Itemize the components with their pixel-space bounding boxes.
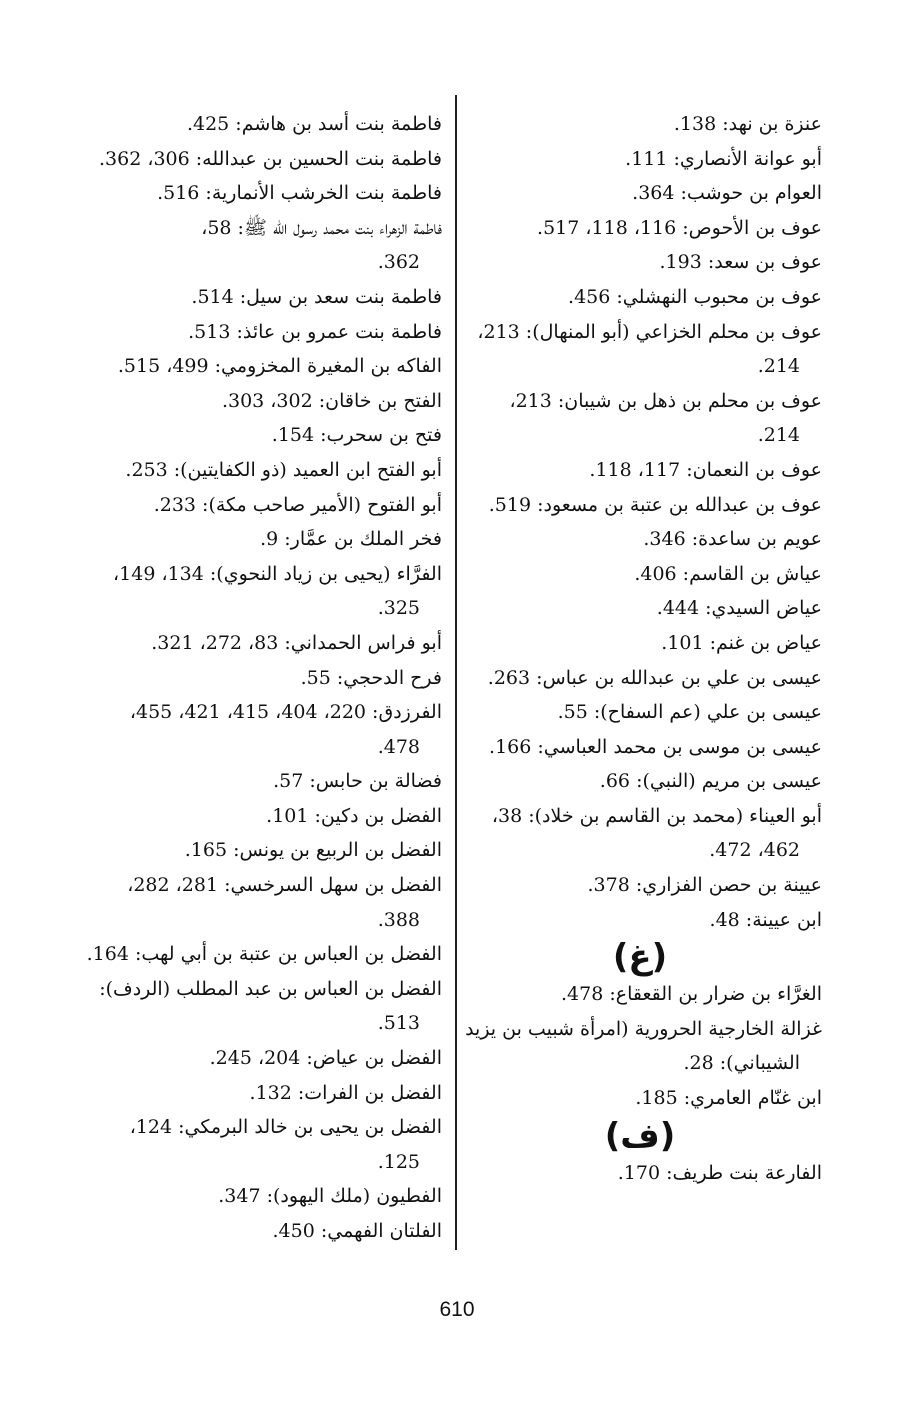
entry-line: الفضل بن يحيى بن خالد البرمكي: 124،	[129, 1116, 442, 1139]
index-entry	[458, 695, 822, 730]
entry-continuation-line: 362.	[377, 251, 420, 274]
index-entry	[458, 1012, 822, 1081]
entry-line: ابن غنّام العامري: 185.	[635, 1087, 822, 1110]
entry-continuation-line: 462، 472.	[709, 839, 800, 862]
index-entry	[70, 1179, 442, 1214]
index-entry	[458, 384, 822, 453]
entry-line: الفتح بن خاقان: 302، 303.	[221, 389, 442, 412]
column-divider	[455, 95, 457, 1250]
index-entry	[458, 557, 822, 592]
index-entry	[70, 176, 442, 211]
entry-continuation-line: 214.	[757, 355, 800, 378]
entry-line: عوف بن محلم بن ذهل بن شيبان: 213،	[509, 389, 822, 412]
index-entry	[70, 557, 442, 626]
index-entry	[458, 453, 822, 488]
index-entry	[70, 972, 442, 1041]
index-entry	[70, 349, 442, 384]
entry-line: عياش بن القاسم: 406.	[634, 562, 822, 585]
index-entry	[70, 211, 442, 280]
entry-line: الفضل بن دكين: 101.	[266, 804, 442, 827]
index-entry	[458, 1081, 822, 1116]
entry-line: عوف بن سعد: 193.	[659, 251, 822, 274]
index-entry	[458, 280, 822, 315]
entry-line: فخر الملك بن عمَّار: 9.	[260, 528, 442, 551]
entry-line: الفطيون (ملك اليهود): 347.	[218, 1185, 442, 1208]
entry-continuation-line: الشيباني): 28.	[683, 1052, 800, 1075]
entry-line: فاطمة بنت الخرشب الأنمارية: 516.	[157, 182, 442, 205]
index-entry	[70, 937, 442, 972]
entry-line: الفضل بن سهل السرخسي: 281، 282،	[127, 874, 442, 897]
index-entry	[458, 868, 822, 903]
entry-line: الفارعة بنت طريف: 170.	[617, 1161, 822, 1184]
entry-line: الفضل بن الفرات: 132.	[249, 1081, 442, 1104]
entry-continuation-line: 478.	[377, 735, 420, 758]
entry-line: فاطمة بنت عمرو بن عائذ: 513.	[188, 320, 442, 343]
entry-line: فاطمة بنت الحسين بن عبدالله: 306، 362.	[98, 147, 442, 170]
index-entry	[458, 245, 822, 280]
index-entry	[458, 764, 822, 799]
entry-line: الفضل بن الربيع بن يونس: 165.	[184, 839, 442, 862]
index-entry	[70, 418, 442, 453]
entry-line: فرح الدحجي: 55.	[300, 666, 442, 689]
entry-line: الفاكه بن المغيرة المخزومي: 499، 515.	[117, 355, 442, 378]
entry-continuation-line: 513.	[377, 1012, 420, 1035]
entry-line: أبو الفتوح (الأمير صاحب مكة): 233.	[153, 493, 442, 516]
entry-line: فاطمة بنت أسد بن هاشم: 425.	[186, 113, 442, 135]
index-entry	[458, 176, 822, 211]
entry-line: أبو عوانة الأنصاري: 111.	[625, 147, 822, 170]
index-entry	[458, 142, 822, 177]
letter-heading-fa: (ف)	[604, 1115, 676, 1156]
entry-continuation-line: 388.	[377, 908, 420, 931]
index-entry	[458, 730, 822, 765]
index-entry	[458, 626, 822, 661]
entry-line: الفضل بن العباس بن عتبة بن أبي لهب: 164.	[86, 943, 442, 966]
entry-line: الغرَّاء بن ضرار بن القعقاع: 478.	[561, 983, 822, 1006]
index-entry	[70, 142, 442, 177]
index-entry	[70, 522, 442, 557]
entry-line: الفضل بن عياض: 204، 245.	[209, 1047, 442, 1070]
index-entry	[458, 107, 822, 142]
index-entry	[70, 488, 442, 523]
page-number: 610	[439, 1298, 475, 1321]
index-entry	[70, 833, 442, 868]
entry-line: أبو الفتح ابن العميد (ذو الكفايتين): 253.	[125, 458, 442, 481]
entry-line: العوام بن حوشب: 364.	[632, 182, 822, 205]
entry-line: الفلتان الفهمي: 450.	[272, 1220, 442, 1242]
index-entry	[458, 488, 822, 523]
entry-line: الفضل بن العباس بن عبد المطلب (الردف):	[99, 977, 442, 1000]
entry-line: عيسى بن مريم (النبي): 66.	[599, 770, 822, 793]
index-entry	[70, 799, 442, 834]
index-entry	[70, 1076, 442, 1111]
index-entry	[70, 1214, 442, 1249]
entry-line: عيينة بن حصن الفزاري: 378.	[587, 874, 822, 897]
entry-line: عوف بن محلم الخزاعي (أبو المنهال): 213،	[477, 320, 822, 343]
index-entry	[70, 626, 442, 661]
entry-line: عوف بن النعمان: 117، 118.	[589, 458, 822, 481]
index-entry	[458, 591, 822, 626]
entry-line: الفرَّاء (يحيى بن زياد النحوي): 134، 149،	[113, 562, 442, 585]
entry-line: عيسى بن علي بن عبدالله بن عباس: 263.	[487, 666, 822, 689]
entry-line: فتح بن سحرب: 154.	[271, 424, 442, 447]
index-entry	[70, 661, 442, 696]
index-entry	[70, 764, 442, 799]
entry-line: عويم بن ساعدة: 346.	[643, 528, 822, 551]
entry-line: فضالة بن حابس: 57.	[273, 770, 442, 793]
entry-line: أبو فراس الحمداني: 83، 272، 321.	[151, 631, 442, 654]
entry-continuation-line: 125.	[377, 1150, 420, 1173]
entry-line: ابن عيينة: 48.	[709, 908, 822, 931]
letter-heading-ghain: (غ)	[612, 937, 668, 978]
entry-line: عوف بن محبوب النهشلي: 456.	[568, 285, 822, 308]
index-entry	[458, 211, 822, 246]
entry-continuation-line: 214.	[757, 424, 800, 447]
index-entry	[70, 868, 442, 937]
entry-line: الفرزدق: 220، 404، 415، 421، 455،	[129, 701, 442, 724]
entry-line: عياض بن غنم: 101.	[661, 631, 822, 654]
index-entry	[70, 315, 442, 350]
entry-continuation-line: 325.	[377, 597, 420, 620]
entry-line: عوف بن عبدالله بن عتبة بن مسعود: 519.	[488, 493, 822, 516]
entry-line: عوف بن الأحوص: 116، 118، 517.	[537, 216, 822, 239]
index-entry	[458, 903, 822, 938]
entry-line: أبو العيناء (محمد بن القاسم بن خلاد): 38،	[491, 804, 822, 827]
index-entry	[70, 384, 442, 419]
index-entry	[458, 1156, 822, 1191]
index-entry	[458, 799, 822, 868]
entry-line: عنزة بن نهد: 138.	[673, 113, 822, 135]
index-entry	[70, 695, 442, 764]
index-entry	[458, 522, 822, 557]
index-entry	[70, 1110, 442, 1179]
index-column-left	[70, 107, 442, 1249]
index-column-right	[458, 107, 822, 1190]
index-entry	[70, 107, 442, 142]
entry-line: عياض السيدي: 444.	[656, 597, 822, 620]
index-entry	[70, 1041, 442, 1076]
index-entry	[458, 661, 822, 696]
entry-line: فاطمة الزهراء بنت محمد رسول الله ﷺ: 58،	[201, 216, 442, 239]
index-entry	[458, 315, 822, 384]
entry-line: فاطمة بنت سعد بن سيل: 514.	[191, 285, 442, 308]
index-entry	[70, 453, 442, 488]
entry-line: غزالة الخارجية الحرورية (امرأة شبيب بن يزيد	[465, 1017, 822, 1040]
index-entry	[70, 280, 442, 315]
index-entry	[458, 977, 822, 1012]
entry-line: عيسى بن موسى بن محمد العباسي: 166.	[489, 735, 822, 758]
entry-line: عيسى بن علي (عم السفاح): 55.	[557, 701, 822, 724]
